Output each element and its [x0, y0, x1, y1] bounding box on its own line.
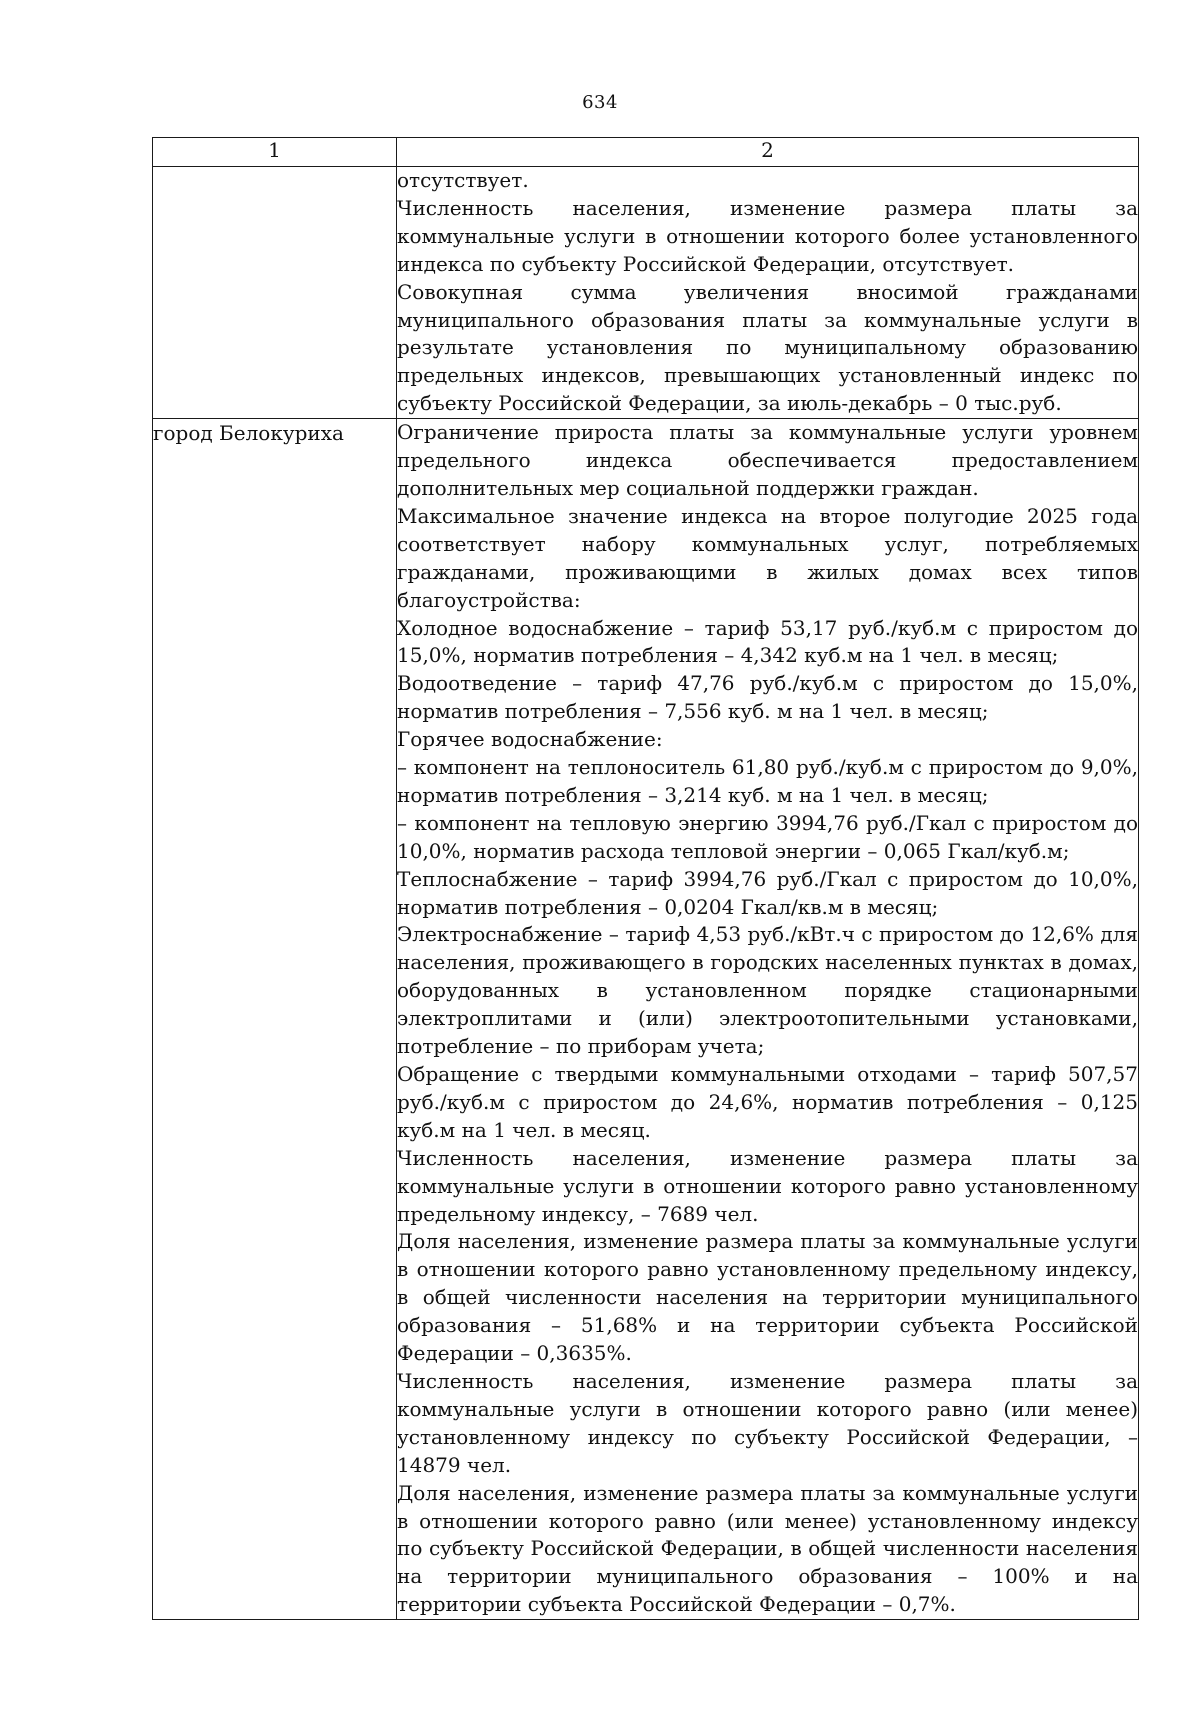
description-cell [397, 167, 1139, 419]
document-table [152, 137, 1139, 1620]
column-header-2: 2 [397, 138, 1139, 167]
description-cell [397, 419, 1139, 1620]
table-header-row [153, 138, 1139, 167]
description-paragraph: Электроснабжение – тариф 4,53 руб./кВт.ч с приростом до 12,6% для населения, проживающего в городских населенных пунктах в домах, оборудованных в установленном порядке стационарными электроплитами и (или) электроотопительными установками, потребление – по приборам учета; [397, 922, 1138, 1059]
description-paragraph: отсутствует. [397, 168, 529, 192]
description-paragraph: Горячее водоснабжение: [397, 727, 663, 752]
description-paragraph: Максимальное значение индекса на второе полугодие 2025 года соответствует набору коммунальных услуг, потребляемых гражданами, проживающими в жилых домах всех типов благоустройства: [397, 503, 1138, 612]
description-paragraph: – компонент на тепловую энергию 3994,76 руб./Гкал с приростом до 10,0%, норматив расхода тепловой энергии – 0,065 Гкал/куб.м; [397, 810, 1138, 863]
description-paragraph: Ограничение прироста платы за коммунальные услуги уровнем предельного индекса обеспечивается предоставлением дополнительных мер социальной поддержки граждан. [397, 420, 1138, 500]
page-number: 634 [582, 92, 618, 113]
description-paragraph: Доля населения, изменение размера платы за коммунальные услуги в отношении которого равно (или менее) установленному индексу по субъекту Российской Федерации, в общей численности населения на территории муниципального образования – 100% и на территории субъекта Российской Федерации – 0,7%. [397, 1480, 1138, 1617]
description-paragraph: Численность населения, изменение размера платы за коммунальные услуги в отношении которого более установленного индекса по субъекту Российской Федерации, отсутствует. [397, 195, 1138, 276]
description-paragraph: Совокупная сумма увеличения вносимой гражданами муниципального образования платы за коммунальные услуги в результате установления по муниципальному образованию предельных индексов, превышающих установленный индекс по субъекту Российской Федерации, за июль-декабрь – 0 тыс.руб. [397, 279, 1138, 416]
description-paragraph: Численность населения, изменение размера платы за коммунальные услуги в отношении которого равно (или менее) установленному индексу по субъекту Российской Федерации, – 14879 чел. [397, 1368, 1138, 1477]
municipality-name-cell [153, 167, 397, 419]
table-row [153, 419, 1139, 1620]
description-paragraph: Водоотведение – тариф 47,76 руб./куб.м с приростом до 15,0%, норматив потребления – 7,556 куб. м на 1 чел. в месяц; [397, 671, 1138, 724]
description-paragraph: Обращение с твердыми коммунальными отходами – тариф 507,57 руб./куб.м с приростом до 24,6%, норматив потребления – 0,125 куб.м на 1 чел. в месяц. [397, 1062, 1138, 1142]
description-paragraph: – компонент на теплоноситель 61,80 руб./куб.м с приростом до 9,0%, норматив потребления – 3,214 куб. м на 1 чел. в месяц; [397, 755, 1138, 807]
description-paragraph: Численность населения, изменение размера платы за коммунальные услуги в отношении которого равно установленному предельному индексу, – 7689 чел. [397, 1145, 1138, 1226]
description-paragraph: Холодное водоснабжение – тариф 53,17 руб./куб.м с приростом до 15,0%, норматив потребления – 4,342 куб.м на 1 чел. в месяц; [397, 615, 1138, 668]
column-header-1: 1 [153, 138, 397, 167]
municipality-name-cell: город Белокуриха [153, 419, 397, 1620]
table-row [153, 167, 1139, 419]
description-paragraph: Теплоснабжение – тариф 3994,76 руб./Гкал с приростом до 10,0%, норматив потребления – 0,0204 Гкал/кв.м в месяц; [397, 866, 1138, 919]
description-paragraph: Доля населения, изменение размера платы за коммунальные услуги в отношении которого равно установленному предельному индексу, в общей численности населения на территории муниципального образования – 51,68% и на территории субъекта Российской Федерации – 0,3635%. [397, 1229, 1138, 1366]
